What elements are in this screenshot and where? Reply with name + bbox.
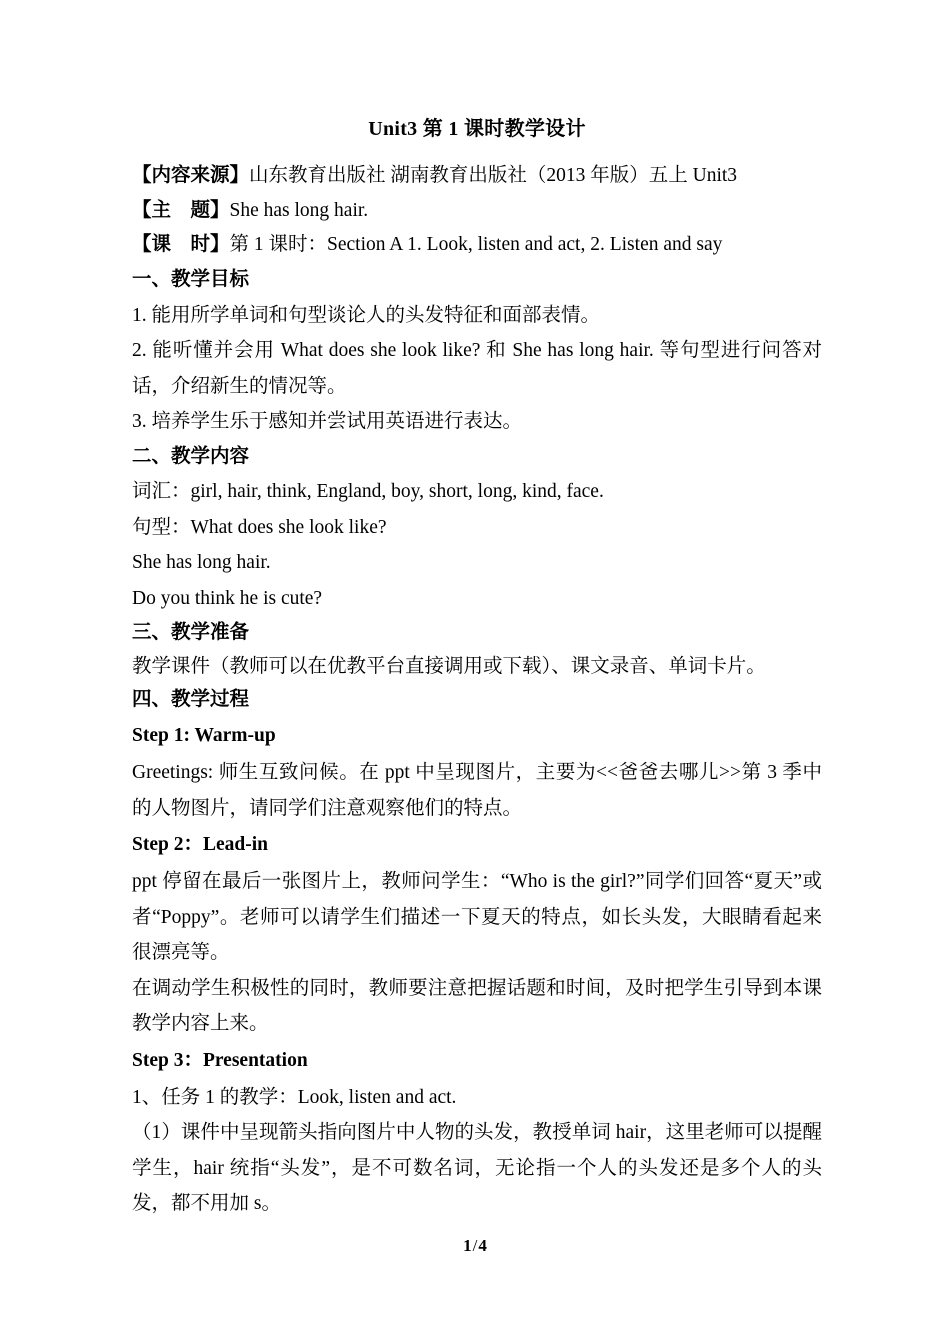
step-body-presentation-2: （1）课件中呈现箭头指向图片中人物的头发，教授单词 hair，这里老师可以提醒学生，hair 统指“头发”，是不可数名词，无论指一个人的头发还是多个人的头发，都不用加 s。 (132, 1122, 822, 1215)
objective-item-2: 2. 能听懂并会用 What does she look like? 和 She has long hair. 等句型进行问答对话，介绍新生的情况等。 (132, 340, 822, 397)
meta-value-period: 第 1 课时：Section A 1. Look, listen and act, 2. Listen and say (229, 234, 723, 256)
content-sentence-pattern: 句型：What does she look like? (132, 516, 387, 538)
meta-label-topic: 【主 题】 (132, 199, 230, 221)
content-sentence-3: Do you think he is cute? (132, 587, 323, 609)
meta-value-topic: She has long hair. (229, 199, 369, 221)
step-title-leadin: Step 2：Lead-in (132, 834, 268, 856)
section-heading-process: 四、教学过程 (132, 688, 250, 710)
preparation-text: 教学课件（教师可以在优教平台直接调用或下载）、课文录音、单词卡片。 (132, 656, 766, 678)
objective-item-3: 3. 培养学生乐于感知并尝试用英语进行表达。 (132, 411, 523, 433)
footer-current-page: 1 (463, 1236, 472, 1255)
step-body-leadin-2: 在调动学生积极性的同时，教师要注意把握话题和时间，及时把学生引导到本课教学内容上来。 (132, 977, 822, 1035)
step-body-leadin-1: ppt 停留在最后一张图片上，教师问学生：“Who is the girl?”同学们回答“夏天”或者“Poppy”。老师可以请学生们描述一下夏天的特点，如长头发，大眼睛看起来很漂亮等。 (132, 871, 822, 964)
page-footer (0, 1236, 950, 1256)
meta-label-period: 【课 时】 (132, 234, 230, 256)
meta-line-source (132, 159, 822, 194)
step-title-warmup: Step 1: Warm-up (132, 725, 276, 747)
footer-total-pages: 4 (478, 1236, 487, 1255)
content-vocabulary: 词汇：girl, hair, think, England, boy, short, long, kind, face. (132, 481, 604, 503)
meta-line-topic (132, 194, 822, 229)
meta-value-source: 山东教育出版社 湖南教育出版社（2013 年版）五上 Unit3 (249, 165, 738, 186)
section-heading-content: 二、教学内容 (132, 445, 250, 467)
step-title-presentation: Step 3：Presentation (132, 1049, 308, 1071)
page-title: Unit3 第 1 课时教学设计 (368, 118, 586, 140)
footer-separator: / (472, 1236, 478, 1255)
step-body-presentation-1: 1、任务 1 的教学：Look, listen and act. (132, 1086, 457, 1108)
step-body-warmup: Greetings: 师生互致问候。在 ppt 中呈现图片，主要为<<爸爸去哪儿>>第 3 季中的人物图片，请同学们注意观察他们的特点。 (132, 762, 822, 819)
meta-line-period (132, 228, 822, 263)
meta-label-source: 【内容来源】 (132, 165, 250, 186)
objective-item-1: 1. 能用所学单词和句型谈论人的头发特征和面部表情。 (132, 304, 601, 326)
section-heading-objectives: 一、教学目标 (132, 269, 250, 291)
section-heading-preparation: 三、教学准备 (132, 622, 250, 644)
content-sentence-2: She has long hair. (132, 552, 271, 574)
